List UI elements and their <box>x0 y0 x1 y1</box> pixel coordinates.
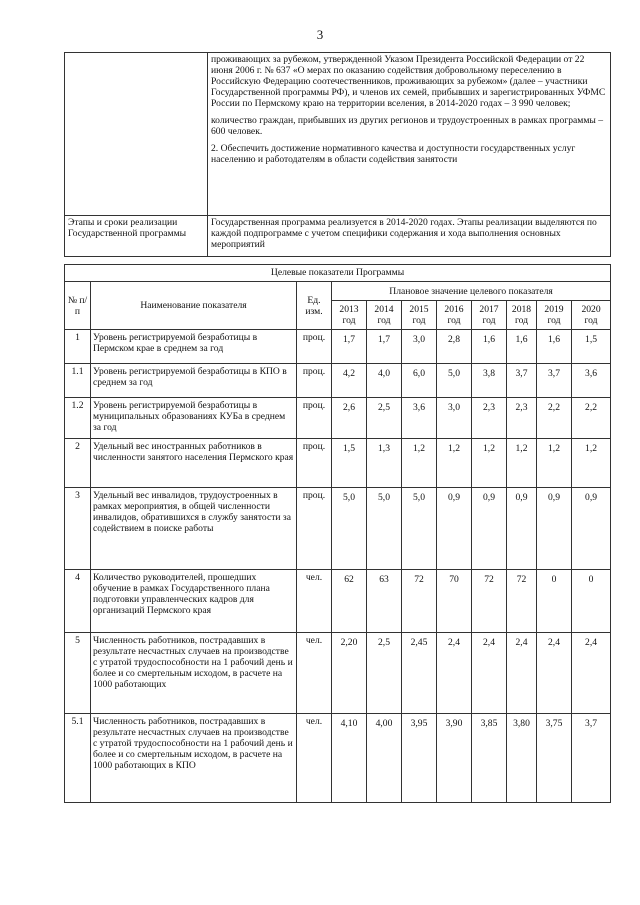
header-year: 2018 год <box>507 301 537 330</box>
table-row <box>65 364 611 398</box>
indicator-value: 2,20 <box>332 633 367 714</box>
header-name: Наименование показателя <box>91 282 297 330</box>
indicator-value: 2,2 <box>572 398 611 439</box>
indicator-unit: чел. <box>297 570 332 633</box>
table-row <box>65 488 611 570</box>
indicator-value: 72 <box>507 570 537 633</box>
indicator-value: 5,0 <box>402 488 437 570</box>
indicator-value: 0,9 <box>437 488 472 570</box>
indicator-value: 5,0 <box>437 364 472 398</box>
indicator-value: 72 <box>472 570 507 633</box>
indicator-unit: проц. <box>297 398 332 439</box>
indicator-value: 6,0 <box>402 364 437 398</box>
header-year: 2016 год <box>437 301 472 330</box>
indicator-name: Удельный вес иностранных работников в численности занятого населения Пермского края <box>91 439 297 488</box>
table-row <box>65 398 611 439</box>
table-row <box>65 633 611 714</box>
header-year: 2019 год <box>537 301 572 330</box>
indicator-value: 72 <box>402 570 437 633</box>
indicators-title: Целевые показатели Программы <box>65 265 611 282</box>
indicator-value: 1,5 <box>332 439 367 488</box>
table-row <box>65 714 611 803</box>
indicator-unit: проц. <box>297 364 332 398</box>
table-row <box>65 330 611 364</box>
indicator-name: Удельный вес инвалидов, трудоустроенных в рамках мероприятия, в общей численности инвалидов, обратившихся в службу занятости за содействием в поиске работы <box>91 488 297 570</box>
indicator-value: 3,7 <box>537 364 572 398</box>
header-unit: Ед. изм. <box>297 282 332 330</box>
indicator-name: Численность работников, пострадавших в результате несчастных случаев на производстве с утратой трудоспособности на 1 рабочий день и более и со смертельным исходом, в расчете на 1000 работающих в КПО <box>91 714 297 803</box>
indicator-value: 4,00 <box>367 714 402 803</box>
stages-label: Этапы и сроки реализации Государственной программы <box>65 216 208 257</box>
indicator-value: 3,7 <box>572 714 611 803</box>
indicator-value: 0,9 <box>572 488 611 570</box>
indicator-value: 3,85 <box>472 714 507 803</box>
indicator-value: 2,45 <box>402 633 437 714</box>
indicator-value: 1,3 <box>367 439 402 488</box>
target-indicators-table <box>64 264 611 803</box>
table-row <box>65 439 611 488</box>
page-number: 3 <box>316 27 324 42</box>
indicator-value: 62 <box>332 570 367 633</box>
indicator-value: 2,3 <box>472 398 507 439</box>
row-number: 1.1 <box>65 364 91 398</box>
row-number: 1 <box>65 330 91 364</box>
header-year: 2013 год <box>332 301 367 330</box>
indicator-value: 2,4 <box>437 633 472 714</box>
indicator-value: 0 <box>537 570 572 633</box>
header-num: № п/п <box>65 282 91 330</box>
indicator-value: 2,3 <box>507 398 537 439</box>
indicator-unit: проц. <box>297 439 332 488</box>
indicator-value: 2,4 <box>537 633 572 714</box>
indicator-name: Уровень регистрируемой безработицы в Пермском крае в среднем за год <box>91 330 297 364</box>
row-number: 3 <box>65 488 91 570</box>
indicator-value: 3,0 <box>402 330 437 364</box>
passport-paragraph: количество граждан, прибывших из других регионов и трудоустроенных в рамках программы – 600 человек. <box>211 115 604 137</box>
indicator-value: 2,4 <box>472 633 507 714</box>
indicator-value: 2,8 <box>437 330 472 364</box>
indicator-value: 4,2 <box>332 364 367 398</box>
indicator-value: 70 <box>437 570 472 633</box>
indicator-value: 0,9 <box>472 488 507 570</box>
indicator-value: 3,75 <box>537 714 572 803</box>
indicator-value: 2,5 <box>367 398 402 439</box>
indicator-value: 2,2 <box>537 398 572 439</box>
row-number: 4 <box>65 570 91 633</box>
indicator-value: 0,9 <box>507 488 537 570</box>
passport-paragraph: 2. Обеспечить достижение нормативного качества и доступности государственных услуг населению и работодателям в области содействия занятости <box>211 143 576 165</box>
indicator-value: 2,4 <box>507 633 537 714</box>
indicator-value: 3,90 <box>437 714 472 803</box>
stages-text: Государственная программа реализуется в 2014-2020 годах. Этапы реализации выделяются по каждой подпрограмме с учетом специфики содержания и хода выполнения основных мероприятий <box>208 216 611 257</box>
passport-row-targets <box>65 53 611 216</box>
row-number: 2 <box>65 439 91 488</box>
indicator-value: 4,0 <box>367 364 402 398</box>
indicator-value: 1,7 <box>332 330 367 364</box>
indicators-title-row <box>65 265 611 282</box>
row-number: 1.2 <box>65 398 91 439</box>
indicator-unit: чел. <box>297 714 332 803</box>
indicator-value: 4,10 <box>332 714 367 803</box>
table-row <box>65 570 611 633</box>
passport-text-cell <box>208 53 611 216</box>
indicator-value: 1,2 <box>472 439 507 488</box>
indicator-value: 3,6 <box>402 398 437 439</box>
row-number: 5 <box>65 633 91 714</box>
indicator-value: 3,8 <box>472 364 507 398</box>
indicator-value: 63 <box>367 570 402 633</box>
indicator-value: 3,95 <box>402 714 437 803</box>
passport-row-stages <box>65 216 611 257</box>
indicator-name: Численность работников, пострадавших в результате несчастных случаев на производстве с утратой трудоспособности на 1 рабочий день и более и со смертельным исходом, в расчете на 1000 работающих <box>91 633 297 714</box>
indicator-value: 1,2 <box>437 439 472 488</box>
indicator-unit: проц. <box>297 330 332 364</box>
indicator-name: Количество руководителей, прошедших обучение в рамках Государственного плана подготовки управленческих кадров для организаций Пермского края <box>91 570 297 633</box>
indicator-value: 1,6 <box>472 330 507 364</box>
indicator-value: 0,9 <box>537 488 572 570</box>
indicator-value: 1,2 <box>572 439 611 488</box>
header-plan: Плановое значение целевого показателя <box>332 282 611 301</box>
indicator-value: 1,6 <box>507 330 537 364</box>
indicator-unit: чел. <box>297 633 332 714</box>
indicator-value: 2,4 <box>572 633 611 714</box>
indicator-name: Уровень регистрируемой безработицы в КПО в среднем за год <box>91 364 297 398</box>
header-year: 2015 год <box>402 301 437 330</box>
indicator-value: 5,0 <box>367 488 402 570</box>
passport-paragraph: проживающих за рубежом, утвержденной Указом Президента Российской Федерации от 22 июня 2006 г. № 637 «О мерах по оказанию содействия добровольному переселению в Российскую Федерацию соотечественников, проживающих за рубежом» (далее – участники Государственной программы РФ), и членов их семей, прибывших и зарегистрированных УФМС России по Пермскому краю на территории вселения, в 2014-2020 годах – 3 990 человек; <box>211 54 606 109</box>
header-row-1 <box>65 282 611 301</box>
indicator-value: 3,6 <box>572 364 611 398</box>
header-year: 2020 год <box>572 301 611 330</box>
indicator-value: 2,5 <box>367 633 402 714</box>
indicator-name: Уровень регистрируемой безработицы в муниципальных образованиях КУБа в среднем за год <box>91 398 297 439</box>
header-year: 2014 год <box>367 301 402 330</box>
indicator-value: 5,0 <box>332 488 367 570</box>
indicator-unit: проц. <box>297 488 332 570</box>
indicator-value: 0 <box>572 570 611 633</box>
indicators-body <box>65 330 611 803</box>
passport-label-cell <box>65 53 208 216</box>
row-number: 5.1 <box>65 714 91 803</box>
indicator-value: 3,0 <box>437 398 472 439</box>
indicator-value: 3,7 <box>507 364 537 398</box>
indicator-value: 1,6 <box>537 330 572 364</box>
program-passport-table <box>64 52 611 257</box>
indicator-value: 1,5 <box>572 330 611 364</box>
indicator-value: 1,2 <box>402 439 437 488</box>
indicator-value: 1,2 <box>507 439 537 488</box>
indicator-value: 1,7 <box>367 330 402 364</box>
indicator-value: 2,6 <box>332 398 367 439</box>
header-year: 2017 год <box>472 301 507 330</box>
indicator-value: 1,2 <box>537 439 572 488</box>
indicator-value: 3,80 <box>507 714 537 803</box>
